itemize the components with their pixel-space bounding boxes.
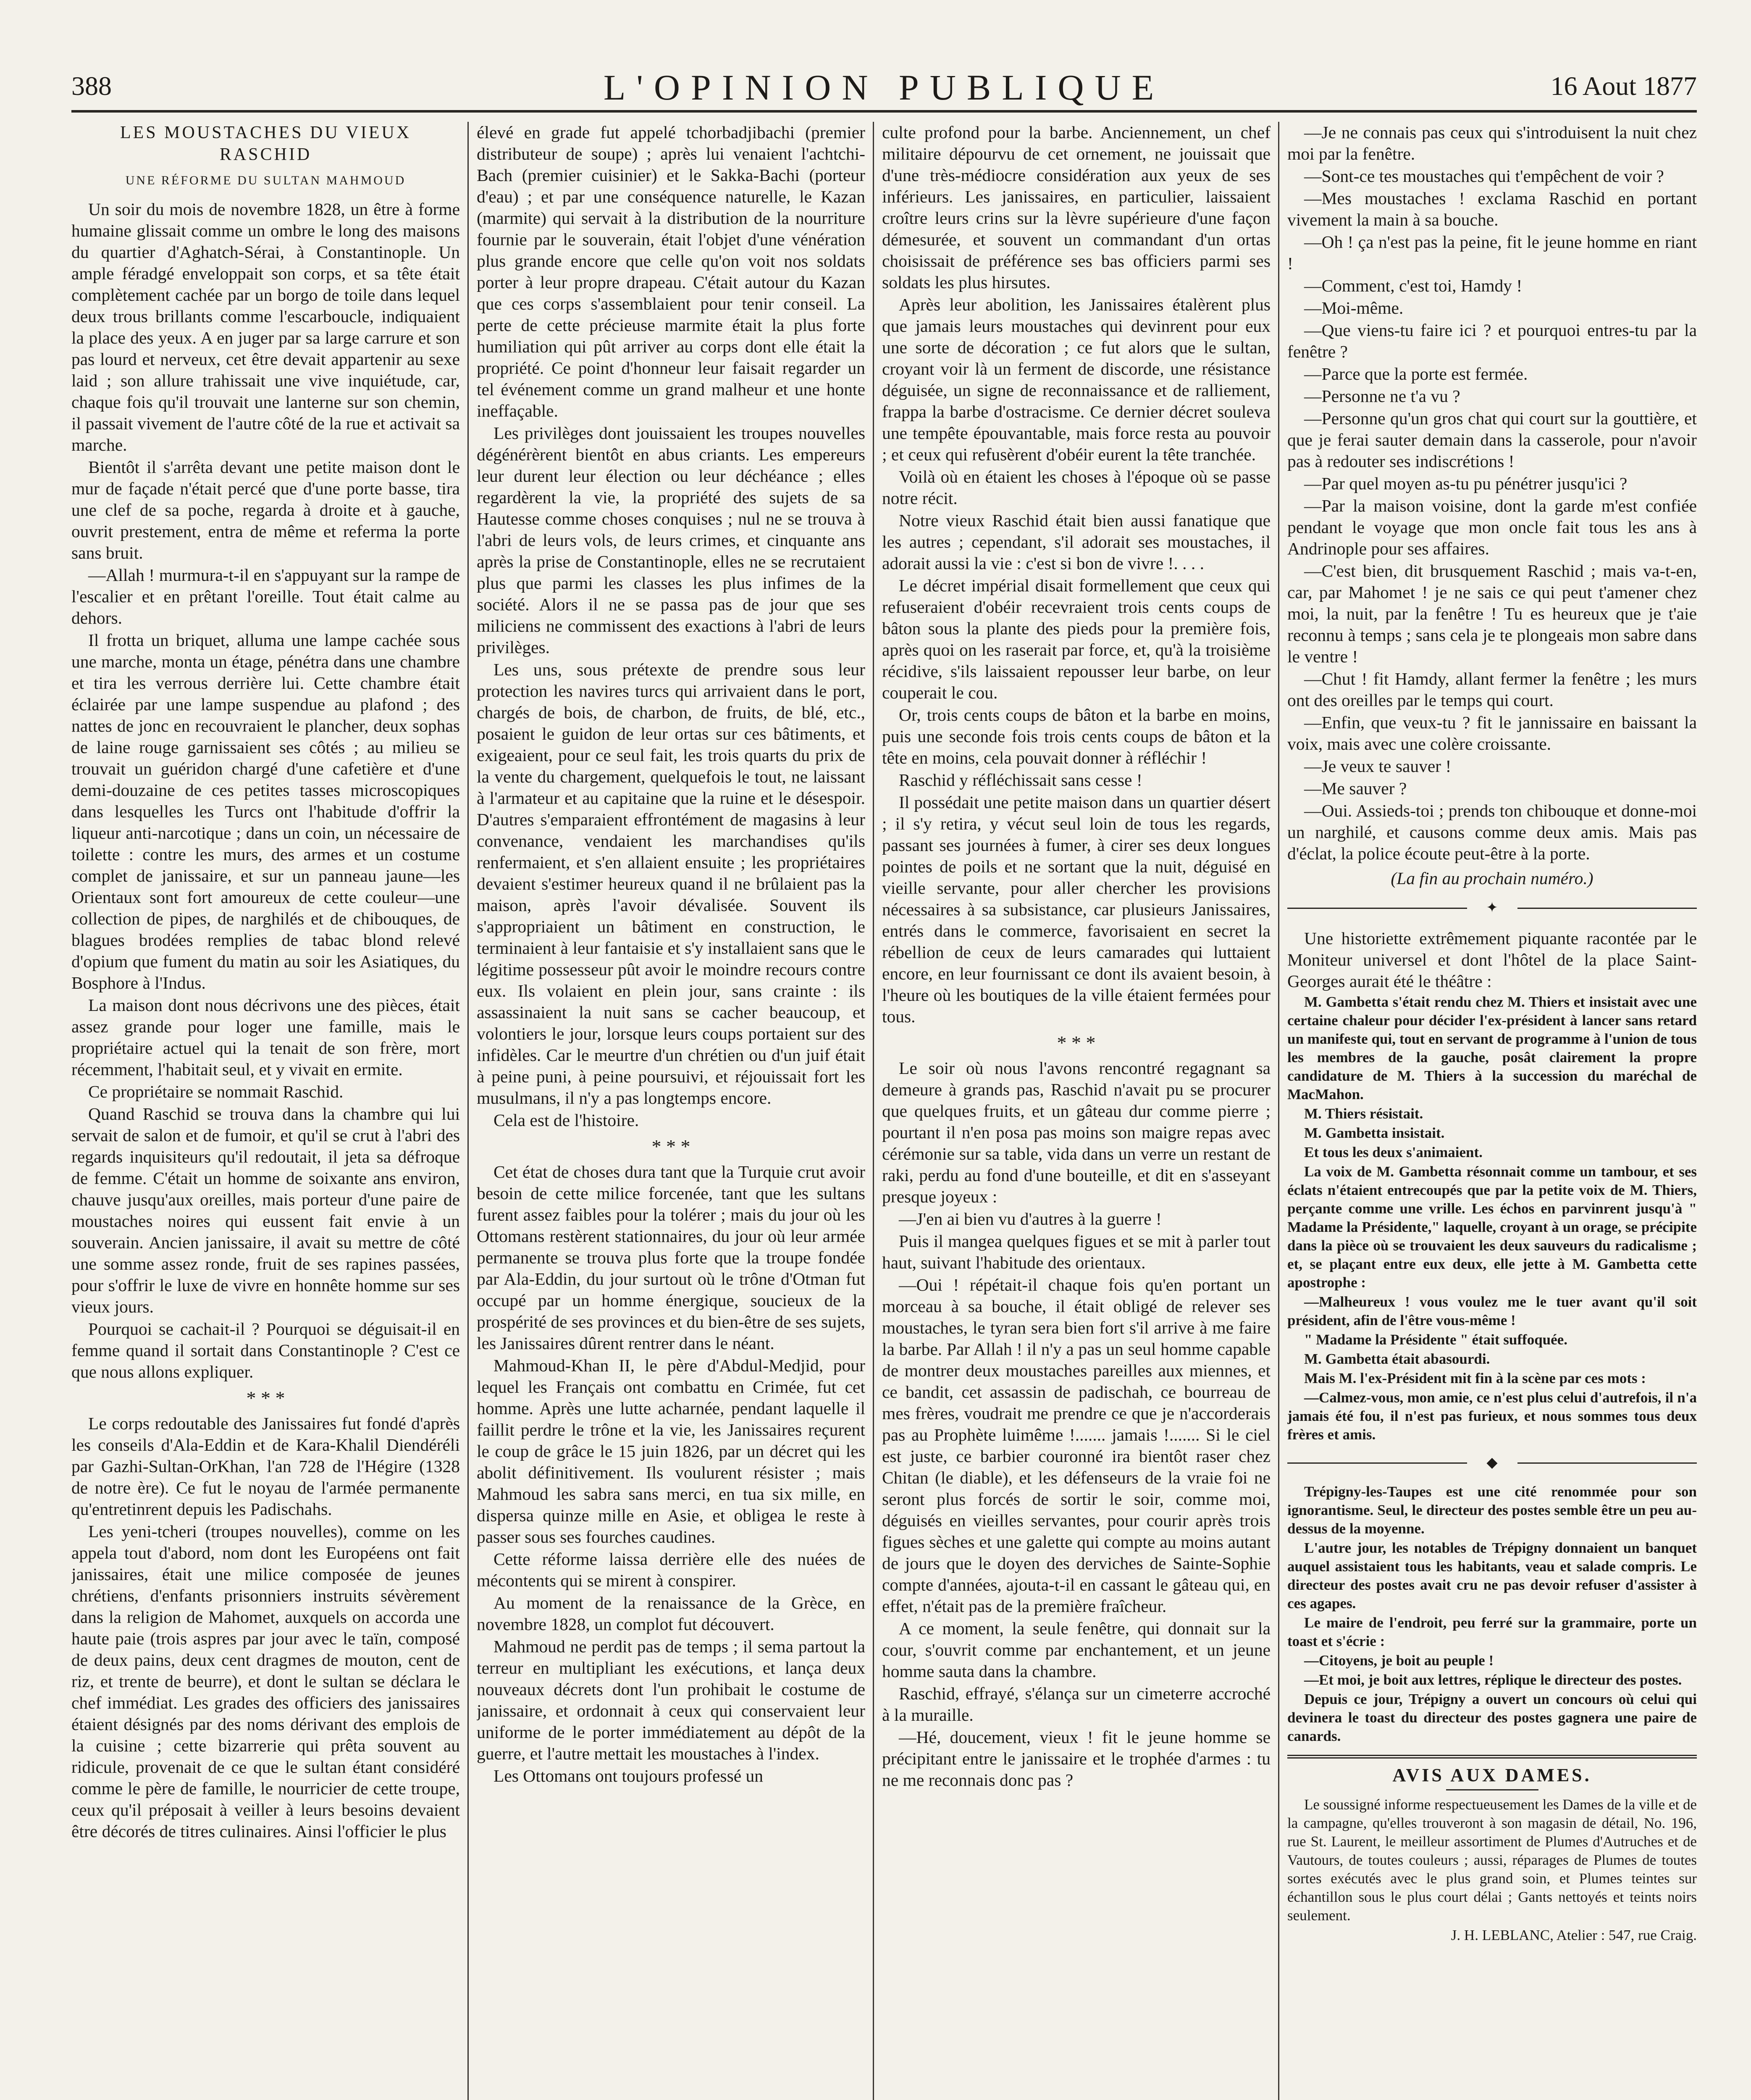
paragraph: Quand Raschid se trouva dans la chambre qui lui servait de salon et de fumoir, et qu'il se crut à l'abri des regards inquisiteurs qu'il redoutait, il jeta sa défroque de femme. C'était un homme de soixante ans environ, chauve jusqu'aux oreilles, mais porteur d'une paire de moustaches noires qui eussent fait envie à un souverain. Ancien janissaire, il avait su mettre de côté une somme assez ronde, fruit de ses rapines passées, pour s'offrir le luxe de vivre en honnête homme sur ses vieux jours. (71, 1104, 460, 1316)
column-divider (1278, 122, 1279, 2100)
anecdote-paragraph: M. Gambetta insistait. (1304, 1125, 1445, 1141)
story-subtitle: UNE RÉFORME DU SULTAN MAHMOUD (125, 173, 406, 187)
paragraph: Les uns, sous prétexte de prendre sous leur protection les navires turcs qui arrivaient dans le port, chargés de bois, de charbon, de fruits, de blé, etc., posaient le guidon de leur ortas sur ces bâtiments, et exigeaient, pour ce seul fait, les trois quarts du prix de la vente du chargement, quelquefois le tout, ne laissant à l'armateur et au capitaine que la ruine et le désespoir. D'autres s'emparaient effrontément de magasins à leur convenance, vendaient les marchandises qu'ils renfermaient, et s'en allaient ensuite ; les propriétaires devaient s'estimer heureux quand il ne brûlaient pas la maison, après l'avoir dévalisée. Souvent ils s'appropriaient un bâtiment en construction, le terminaient à leur fantaisie et s'y installaient sans que le légitime possesseur pût avoir le moindre recours contre eux. Ils volaient en plein jour, sans crainte : ils assassinaient la nuit sans se cacher beaucoup, et volontiers le jour, lorsque leurs coups portaient sur des infidèles. Car le meurtre d'un chrétien ou d'un juif était à peine puni, à peine poursuivi, et réjouissait fort les musulmans, il n'y a pas longtemps encore. (477, 660, 865, 1108)
paragraph: Puis il mangea quelques figues et se mit à parler tout haut, suivant l'habitude des orientaux. (882, 1231, 1271, 1272)
paragraph: Cette réforme laissa derrière elle des nuées de mécontents qui se mirent à conspirer. (477, 1549, 865, 1590)
anecdote-paragraph: —Malheureux ! vous voulez me le tuer avant qu'il soit président, afin de l'être vous-même ! (1287, 1294, 1697, 1328)
anecdote-paragraph: M. Gambetta s'était rendu chez M. Thiers et insistait avec une certaine chaleur pour décider l'ex-président à lancer sans retard un manifeste qui, tout en servant de programme à l'union de tous les membres de la gauche, posât clairement la propre candidature de M. Thiers à la succession du maréchal de MacMahon. (1287, 994, 1697, 1102)
dialogue-line: —Moi-même. (1304, 298, 1404, 318)
dialogue-line: —Je ne connais pas ceux qui s'introduisent la nuit chez moi par la fenêtre. (1287, 123, 1697, 163)
column-divider (467, 122, 469, 2100)
story-title: LES MOUSTACHES DU VIEUX RASCHID (120, 123, 412, 164)
paragraph: Le décret impérial disait formellement que ceux qui refuseraient d'obéir recevraient trois cents coups de bâton sous la plante des pieds pour la première fois, après quoi on les raserait par force, et, qu'à la troisième récidive, s'ils laissaient repousser leur barbe, on leur couperait le cou. (882, 576, 1271, 702)
anecdote-paragraph: Et tous les deux s'animaient. (1304, 1144, 1483, 1160)
page-number: 388 (71, 71, 112, 101)
dialogue-line: —Me sauver ? (1304, 779, 1407, 798)
to-be-continued: (La fin au prochain numéro.) (1391, 869, 1593, 888)
trepigny-paragraph: —Et moi, je boit aux lettres, réplique le directeur des postes. (1304, 1672, 1682, 1688)
paragraph: Ce propriétaire se nommait Raschid. (88, 1082, 344, 1101)
paragraph: culte profond pour la barbe. Anciennement, un chef militaire dépourvu de cet ornement, ne jouissait que d'une très-médiocre considération aux yeux de ses inférieurs. Les janissaires, en particulier, laissaient croître leurs crins sur la lèvre supérieure d'une façon démesurée, et souvent un commandant d'un ortas choisissait de préférence ses bas officiers parmi ses soldats les plus hirsutes. (882, 123, 1271, 292)
dialogue-line: —Oui. Assieds-toi ; prends ton chibouque et donne-moi un narghilé, et causons comme deux amis. Mais pas d'éclat, la police écoute peut-être à la porte. (1287, 801, 1697, 863)
trepigny-paragraph: Depuis ce jour, Trépigny a ouvert un concours où celui qui devinera le toast du directeur des postes gagnera une paire de canards. (1287, 1691, 1697, 1744)
dialogue-line: —Personne ne t'a vu ? (1304, 386, 1460, 406)
paragraph: élevé en grade fut appelé tchorbadjibachi (premier distributeur de soupe) ; après lui venaient l'achtchi-Bach (premier cuisinier) et le Sakka-Bachi (porteur d'eau) ; et par une conséquence naturelle, le Kazan (marmite) qui servait à la distribution de la nourriture fournie par le souverain, était l'objet d'une vénération plus grande encore que celle qu'on voit nos soldats porter à leur propre drapeau. C'était autour du Kazan que ces corps s'assemblaient pour tenir conseil. La perte de cette précieuse marmite était la plus forte humiliation qui pût arriver au corps dont elle était la propriété. Ce point d'honneur leur faisait regarder un tel événement comme un grand malheur et une honte ineffaçable. (477, 123, 865, 420)
paragraph: Les privilèges dont jouissaient les troupes nouvelles dégénérèrent bientôt en abus criants. Les empereurs leur durent leur élection ou leur déchéance ; elles regardèrent la vie, la propriété des sujets de sa Hautesse comme choses conquises ; nul ne se trouva à l'abri de leurs vols, de leurs crimes, et cinquante ans après la prise de Constantinople, elles ne se recrutaient plus que parmi les classes les plus infimes de la société. Alors il ne se passa pas de jour que ses miliciens ne commissent des exactions à l'abri de leurs privilèges. (477, 423, 865, 657)
short-rule (1446, 1789, 1538, 1790)
issue-date: 16 Aout 1877 (1550, 71, 1697, 101)
header-rule (71, 110, 1697, 113)
column-1 (71, 122, 460, 2100)
column-2 (477, 122, 865, 2100)
dialogue-line: —Je veux te sauver ! (1304, 756, 1452, 776)
anecdote-paragraph: La voix de M. Gambetta résonnait comme un tambour, et ses éclats n'étaient entrecoupés que par la petite voix de M. Thiers, perçante comme une vrille. Les échos en parvinrent jusqu'à " Madame la Présidente," laquelle, croyant à un orage, se précipite dans la pièce où se trouvaient les deux sauveurs du radicalisme ; et, se plaçant entre eux deux, elle jette à M. Gambetta cette apostrophe : (1287, 1163, 1697, 1291)
paragraph: Voilà où en étaient les choses à l'époque où se passe notre récit. (882, 467, 1271, 508)
dialogue-line: —Sont-ce tes moustaches qui t'empêchent de voir ? (1304, 166, 1664, 186)
ornamental-separator: ✦ (1287, 900, 1697, 917)
masthead (71, 63, 1697, 113)
paragraph: Mahmoud ne perdit pas de temps ; il sema partout la terreur en multipliant les exécutions, et lança deux nouveaux décrets dont l'un prohibait le costume de janissaire, et ordonnait à ceux qui conservaient leur uniforme de le porter immédiatement au dépôt de la guerre, et l'autre mettait les moustaches à l'index. (477, 1637, 865, 1763)
trepigny-paragraph: Le maire de l'endroit, peu ferré sur la grammaire, porte un toast et s'écrie : (1287, 1614, 1697, 1649)
trepigny-paragraph: Trépigny-les-Taupes est une cité renommée pour son ignorantisme. Seul, le directeur des postes semble être un peu au-dessus de la moyenne. (1287, 1483, 1697, 1537)
paragraph: Les yeni-tcheri (troupes nouvelles), comme on les appela tout d'abord, nom dont les Européens ont fait janissaires, était une milice composée de jeunes chrétiens, d'enfants prisonniers instruits sévèrement dans la religion de Mahomet, auxquels on accorda une haute paie (trois aspres par jour avec le taïn, composé de deux pains, deux cent dragmes de mouton, cent de riz, et trente de beurre), et dont le sultan se déclara le chef immédiat. Les grades des officiers des janissaires étaient désignés par des noms dérivant des emplois de la cuisine ; cette bizarrerie qui prêta souvent au ridicule, provenait de ce que le sultan étant considéré comme le père de famille, le nourricier de cette troupe, ceux qu'il préposait à veiller à leurs besoins devaient être décorés de titres culinaires. Ainsi l'officier le plus (71, 1522, 460, 1841)
paragraph: Raschid, effrayé, s'élança sur un cimeterre accroché à la muraille. (882, 1684, 1271, 1725)
paragraph: —J'en ai bien vu d'autres à la guerre ! (899, 1209, 1162, 1228)
section-separator: * * * (1057, 1032, 1096, 1053)
trepigny-paragraph: —Citoyens, je boit au peuple ! (1304, 1652, 1494, 1669)
paragraph: A ce moment, la seule fenêtre, qui donnait sur la cour, s'ouvrit comme par enchantement, et un jeune homme sauta dans la chambre. (882, 1619, 1271, 1681)
paragraph: —Allah ! murmura-t-il en s'appuyant sur la rampe de l'escalier et en prêtant l'oreille. Tout était calme au dehors. (71, 565, 460, 627)
paragraph: Le corps redoutable des Janissaires fut fondé d'après les conseils d'Ala-Eddin et de Kara-Khalil Diendéréli par Gazhi-Sultan-OrKhan, l'an 728 de l'Hégire (1328 de notre ère). Ce fut le noyau de l'armée permanente qu'entretinrent depuis les Padischahs. (71, 1414, 460, 1519)
paragraph: Le soir où nous l'avons rencontré regagnant sa demeure à grands pas, Raschid n'avait pu se procurer que quelques fruits, et un gâteau dur comme pierre ; pourtant il n'en posa pas moins son maigre repas avec cérémonie sur sa table, vida dans un verre un restant de raki, perdu au fond d'une bouteille, et dit en s'asseyant presque joyeux : (882, 1058, 1271, 1206)
paragraph: Or, trois cents coups de bâton et la barbe en moins, puis une seconde fois trois cents coups de bâton et la tête en moins, cela pouvait donner à réfléchir ! (882, 705, 1271, 767)
anecdote-paragraph: M. Thiers résistait. (1304, 1105, 1423, 1122)
paragraph: Notre vieux Raschid était bien aussi fanatique que les autres ; cependant, s'il adorait ses moustaches, il adorait aussi la vie : c'est si bon de vivre !. . . . (882, 511, 1271, 573)
paragraph: Il frotta un briquet, alluma une lampe cachée sous une marche, monta un étage, pénétra dans une chambre et tira les verrous derrière lui. Cette chambre était éclairée par une lampe suspendue au plafond ; des nattes de jonc en recouvraient le plancher, deux sophas de laine rouge garnissaient ses côtés ; au milieu se trouvait un guéridon chargé d'une cafetière et d'une demi-douzaine de ces petites tasses microscopiques dans lesquelles les Turcs ont l'habitude d'offrir la liqueur anti-narcotique ; dans un coin, un nécessaire de toilette : contre les murs, des armes et un costume complet de janissaire, et sur un panneau jaune—les Orientaux sont fort amoureux de cette couleur—une collection de pipes, de narghilés et de chibouques, de blagues brodées remplies de tabac blond relevé d'opium que fument du matin au soir les Asiatiques, du Bosphore à l'Indus. (71, 630, 460, 992)
dialogue-line: —Par la maison voisine, dont la garde m'est confiée pendant le voyage que mon oncle fait tous les ans à Andrinople pour ses affaires. (1287, 496, 1697, 558)
anecdote-paragraph: " Madame la Présidente " était suffoquée. (1304, 1331, 1567, 1348)
notice-signature: J. H. LEBLANC, Atelier : 547, rue Craig. (1451, 1927, 1697, 1943)
anecdote-paragraph: Mais M. l'ex-Président mit fin à la scène par ces mots : (1304, 1370, 1646, 1386)
section-rule (1287, 1755, 1697, 1759)
dialogue-line: —Que viens-tu faire ici ? et pourquoi entres-tu par la fenêtre ? (1287, 320, 1697, 361)
notice-title: AVIS AUX DAMES. (1392, 1765, 1592, 1785)
section-separator: * * * (651, 1136, 690, 1157)
ornamental-separator: ◆ (1287, 1455, 1697, 1472)
paragraph: Les Ottomans ont toujours professé un (494, 1766, 764, 1785)
column-4 (1287, 122, 1697, 2100)
anecdote-paragraph: —Calmez-vous, mon amie, ce n'est plus celui d'autrefois, il n'a jamais été fou, il n'est pas furieux, et nous sommes tous deux frères et amis. (1287, 1389, 1697, 1443)
dialogue-line: —Personne qu'un gros chat qui court sur la gouttière, et que je ferai sauter demain dans la casserole, pour n'avoir pas à redouter ses indiscrétions ! (1287, 409, 1697, 471)
paragraph: Cela est de l'histoire. (494, 1110, 639, 1130)
newspaper-title: L'OPINION PUBLIQUE (603, 67, 1165, 108)
anecdote-intro: Une historiette extrêmement piquante racontée par le Moniteur universel et dont l'hôtel de la place Saint-Georges aurait été le théâtre : (1287, 929, 1697, 991)
anecdote-paragraph: M. Gambetta était abasourdi. (1304, 1351, 1490, 1367)
paragraph: —Oui ! répétait-il chaque fois qu'en portant un morceau à sa bouche, il était obligé de relever ses moustaches, le tyran sera bien fort s'il arrive à me faire la barbe. Par Allah ! il n'y a pas un seul homme capable de montrer deux moustaches pareilles aux miennes, et ce bandit, cet assassin de padischah, ce bourreau de mes frères, voudrait me prendre ce que je n'accorderais pas au Prophète luimême !....... jamais !....... Si le ciel est juste, ce barbier couronné ira bientôt raser chez Chitan (le diable), et les défenseurs de la vraie foi ne seront plus forcés de sortir le soir, comme moi, déguisés en vieilles servantes, pour courir après trois figues sèches et une galette qui compte au moins autant de jours que le doyen des derviches de Sainte-Sophie compte d'années, ajouta-t-il en cassant le gâteau qui, en effet, n'était pas de la première fraîcheur. (882, 1275, 1271, 1616)
paragraph: Un soir du mois de novembre 1828, un être à forme humaine glissait comme un ombre le long des maisons du quartier d'Aghatch-Sérai, à Constantinople. Un ample féradgé enveloppait son corps, et sa tête était complètement cachée par un borgo de toile dans lequel deux trous brillants comme l'escarboucle, indiquaient la place des yeux. A en juger par sa large carrure et son pas lourd et nerveux, cet être devait appartenir au sexe laid ; son allure trahissait une vive inquiétude, car, chaque fois qu'il trouvait une lanterne sur son chemin, il passait vivement de l'autre côté de la rue et activait sa marche. (71, 200, 460, 454)
notice-body: Le soussigné informe respectueusement les Dames de la ville et de la campagne, qu'elles trouveront à son magasin de détail, No. 196, rue St. Laurent, le meilleur assortiment de Plumes d'Autruches et de Vautours, de toutes couleurs ; aussi, réparages de Plumes de toutes sortes exécutés avec le plus grand soin, et Plumes teintes sur échantillon sous le plus court délai ; Gants nettoyés et teints noirs seulement. (1287, 1796, 1697, 1924)
paragraph: —Hé, doucement, vieux ! fit le jeune homme se précipitant entre le janissaire et le trophée d'armes : tu ne me reconnais donc pas ? (882, 1727, 1271, 1790)
dialogue-line: —Par quel moyen as-tu pu pénétrer jusqu'ici ? (1304, 474, 1628, 493)
paragraph: Bientôt il s'arrêta devant une petite maison dont le mur de façade n'était percé que d'une porte basse, tira une clef de sa poche, regarda à droite et à gauche, ouvrit prestement, entra de même et referma la porte sans bruit. (71, 457, 460, 562)
dialogue-line: —Mes moustaches ! exclama Raschid en portant vivement la main à sa bouche. (1287, 189, 1697, 229)
dialogue-line: —Comment, c'est toi, Hamdy ! (1304, 276, 1523, 295)
paragraph: La maison dont nous décrivons une des pièces, était assez grande pour loger une famille, mais le propriétaire actuel qui la tenait de son frère, mort récemment, l'habitait seul, et y vivait en ermite. (71, 995, 460, 1079)
dialogue-line: —Parce que la porte est fermée. (1304, 364, 1528, 383)
section-separator: * * * (246, 1387, 285, 1409)
paragraph: Après leur abolition, les Janissaires étalèrent plus que jamais leurs moustaches qui devinrent pour eux une sorte de décoration ; ce fut alors que le sultan, croyant voir là un ferment de discorde, une résistance déguisée, un signe de reconnaissance et de ralliement, frappa la barbe d'ostracisme. Ce dernier décret souleva une tempête épouvantable, mais force resta au pouvoir ; et ceux qui refusèrent d'obéir eurent la tête tranchée. (882, 295, 1271, 464)
column-divider (873, 122, 874, 2100)
paragraph: Il possédait une petite maison dans un quartier désert ; il s'y retira, y vécut seul loin de tous les regards, passant ses journées à fumer, à cirer ses deux longues pointes de poils et ne sortant que la nuit, déguisé en vieille servante, pour aller chercher les provisions nécessaires à sa subsistance, car plusieurs Janissaires, entrés dans le commerce, favorisaient en secret la rébellion de ceux de leurs camarades qui luttaient encore, en leur fournissant ce dont ils avaient besoin, à l'heure où les boutiques de la ville étaient fermées pour tous. (882, 793, 1271, 1026)
dialogue-line: —Oh ! ça n'est pas la peine, fit le jeune homme en riant ! (1287, 232, 1697, 273)
story-body-col1 (71, 199, 460, 1842)
paragraph: Pourquoi se cachait-il ? Pourquoi se déguisait-il en femme quand il sortait dans Constantinople ? C'est ce que nous allons expliquer. (71, 1319, 460, 1381)
paragraph: Raschid y réfléchissait sans cesse ! (899, 770, 1142, 790)
dialogue-line: —Chut ! fit Hamdy, allant fermer la fenêtre ; les murs ont des oreilles par le temps qui court. (1287, 669, 1697, 710)
paragraph: Cet état de choses dura tant que la Turquie crut avoir besoin de cette milice forcenée, tant que les sultans furent assez faibles pour la tolérer ; mais du jour où les Ottomans restèrent stationnaires, du jour où leur armée permanente se trouva plus forte que la troupe fondée par Ala-Eddin, du jour surtout où le trône d'Otman fut occupé par un homme énergique, soucieux de la prospérité de ses provinces et du bien-être de ses sujets, les Janissaires dûrent rentrer dans le néant. (477, 1162, 865, 1353)
paragraph: Mahmoud-Khan II, le père d'Abdul-Medjid, pour lequel les Français ont combattu en Crimée, fut cet homme. Après une lutte acharnée, pendant laquelle il faillit perdre le trône et la vie, les Janissaires reçurent le coup de grâce le 15 juin 1826, par un décret qui les abolit définitivement. Ils voulurent résister ; mais Mahmoud les sabra sans merci, en tua six mille, en dispersa quinze mille en Asie, et obligea le reste à passer sous ses fourches caudines. (477, 1356, 865, 1546)
column-3 (882, 122, 1271, 2100)
trepigny-paragraph: L'autre jour, les notables de Trépigny donnaient un banquet auquel assistaient tous les habitants, veau et salade compris. Le directeur des postes avait cru ne pas devoir refuser d'assister à ces agapes. (1287, 1540, 1697, 1612)
paragraph: Au moment de la renaissance de la Grèce, en novembre 1828, un complot fut découvert. (477, 1593, 865, 1634)
dialogue-line: —C'est bien, dit brusquement Raschid ; mais va-t-en, car, par Mahomet ! je ne sais ce qui peut t'amener chez moi, la nuit, par la fenêtre ! Tu es heureux que je t'aie reconnu à temps ; sans cela je te plongeais mon sabre dans le ventre ! (1287, 561, 1697, 666)
dialogue-line: —Enfin, que veux-tu ? fit le jannissaire en baissant la voix, mais avec une colère croissante. (1287, 713, 1697, 753)
